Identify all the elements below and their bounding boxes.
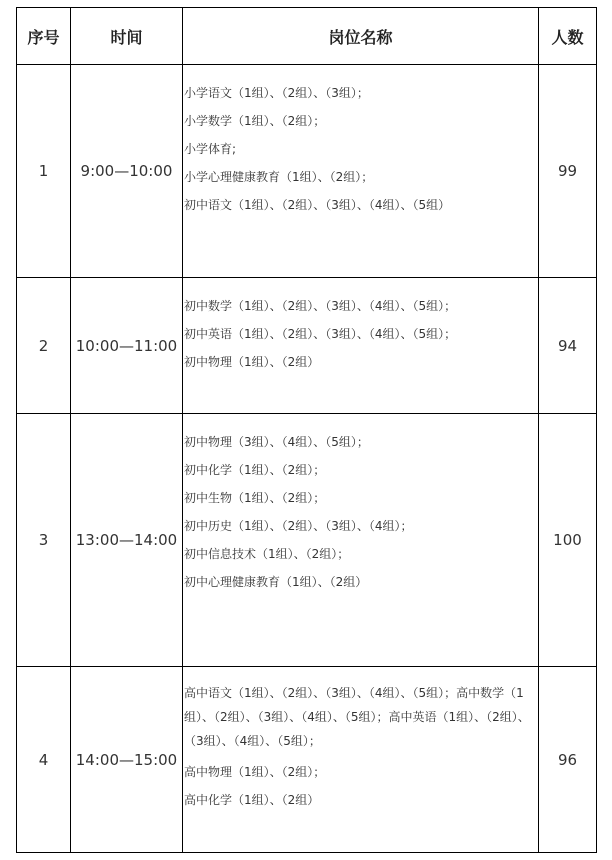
post-item: 初中物理（3组）、（4组）、（5组）； (184, 435, 369, 449)
post-item: 高中物理（1组）、（2组）； (184, 765, 326, 779)
post-item: 初中历史（1组）、（2组）、（3组）、（4组）； (184, 519, 413, 533)
post-item: 初中物理（1组）、（2组） (184, 355, 320, 369)
post-item: 高中化学（1组）、（2组） (184, 793, 320, 807)
row-time: 9:00—10:00 (71, 65, 183, 278)
header-posts: 岗位名称 (183, 8, 539, 65)
header-row (17, 8, 597, 65)
row-posts (183, 414, 539, 667)
row-count: 99 (539, 65, 597, 278)
post-item: 小学语文（1组）、（2组）、（3组）； (184, 86, 369, 100)
post-item: 初中生物（1组）、（2组）； (184, 491, 326, 505)
row-posts (183, 278, 539, 414)
row-posts (183, 667, 539, 853)
post-item: 初中化学（1组）、（2组）； (184, 463, 326, 477)
row-time: 13:00—14:00 (71, 414, 183, 667)
post-item: 初中信息技术（1组）、（2组）； (184, 547, 350, 561)
post-item: 小学体育; (184, 142, 237, 156)
post-item: 初中语文（1组）、（2组）、（3组）、（4组）、（5组） (184, 198, 451, 212)
row-count: 96 (539, 667, 597, 853)
header-count: 人数 (539, 8, 597, 65)
post-item: 初中数学（1组）、（2组）、（3组）、（4组）、（5组）； (184, 299, 457, 313)
row-count: 94 (539, 278, 597, 414)
row-time: 10:00—11:00 (71, 278, 183, 414)
row-num: 1 (17, 65, 71, 278)
header-num: 序号 (17, 8, 71, 65)
schedule-table (16, 7, 597, 853)
row-num: 4 (17, 667, 71, 853)
post-item: 小学心理健康教育（1组）、（2组）； (184, 170, 374, 184)
table-row (17, 65, 597, 278)
row-num: 2 (17, 278, 71, 414)
post-item: 小学数学（1组）、（2组）； (184, 114, 326, 128)
row-posts (183, 65, 539, 278)
row-num: 3 (17, 414, 71, 667)
post-item: 初中心理健康教育（1组）、（2组） (184, 575, 368, 589)
table-row (17, 278, 597, 414)
post-item: 高中语文（1组）、（2组）、（3组）、（4组）、（5组）；高中数学（1组）、（2组）、（3组）、（4组）、（5组）；高中英语（1组）、（2组）、（3组）、（4组）、（5组）； (184, 686, 530, 748)
header-time: 时间 (71, 8, 183, 65)
post-item: 初中英语（1组）、（2组）、（3组）、（4组）、（5组）； (184, 327, 457, 341)
row-time: 14:00—15:00 (71, 667, 183, 853)
row-count: 100 (539, 414, 597, 667)
table-row (17, 414, 597, 667)
table-row (17, 667, 597, 853)
